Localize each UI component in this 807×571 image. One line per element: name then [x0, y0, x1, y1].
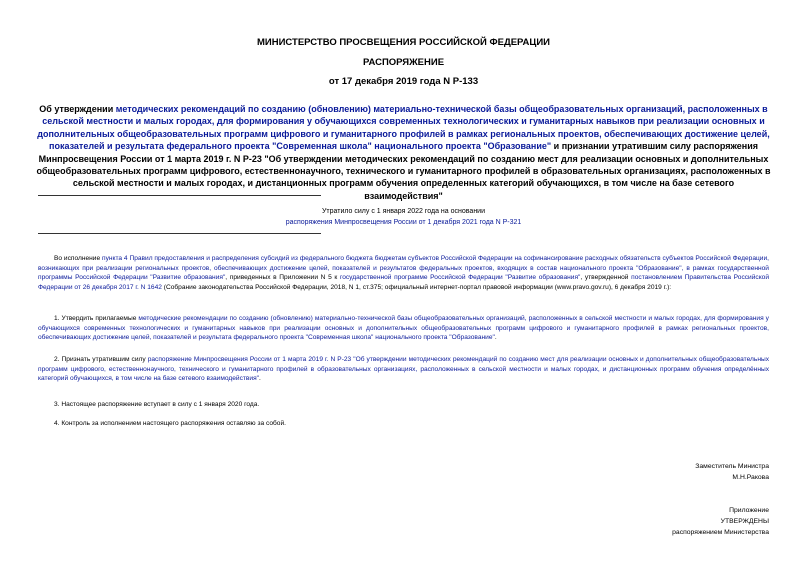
appendix-block [672, 505, 769, 538]
appendix-approved: УТВЕРЖДЕНЫ [720, 518, 769, 525]
preamble-text: (Собрание законодательства Российской Федерации, 2018, N 1, ст.375; официальный интернет-портал правовой информации (www.pravo.gov.ru), 6 декабря 2019 г.): [161, 283, 672, 291]
appendix-label: Приложение [729, 507, 769, 514]
item-1-paragraph [38, 314, 769, 343]
expired-note-link[interactable]: распоряжения Минпросвещения России от 1 декабря 2021 года N Р-321 [285, 219, 522, 226]
item-4-paragraph: 4. Контроль за исполнением настоящего распоряжения оставляю за собой. [54, 420, 286, 427]
item-2-paragraph [38, 355, 769, 384]
preamble-text: , приведенных в Приложении N 5 к [225, 274, 340, 282]
expired-note-line: Утратило силу с 1 января 2022 года на основании [321, 208, 486, 215]
document-title [36, 103, 771, 202]
item-1-text: . [494, 334, 497, 342]
government-decree-link[interactable]: постановлением Правительства Российской Федерации от 26 декабря 2017 г. N 1642 [38, 274, 770, 291]
document-type-heading: РАСПОРЯЖЕНИЕ [362, 57, 445, 68]
divider-top [38, 195, 321, 196]
state-program-link[interactable]: государственной программе Российской Федерации "Развитие образования" [339, 274, 581, 282]
signer-position: Заместитель Министра [695, 463, 769, 470]
item-2-text: . [259, 375, 261, 383]
item-3-paragraph: 3. Настоящее распоряжение вступает в силу с 1 января 2020 года. [54, 401, 260, 408]
title-suffix: и признании утратившим силу распоряжения Минпросвещения России от 1 марта 2019 г. N Р-23 "Об утверждении методических рекомендаций по созданию мест для реализации основных и дополнительных общеобразовательных программ цифрового, естественнонаучного, технического и гуманитарного профилей в образовательных организациях, расположенных в сельской местности и малых городах, и дистанционных программ обучения определенных категорий обучающихся, в том числе на базе сетевого взаимодействия" [36, 141, 771, 201]
title-prefix: Об утверждении [39, 104, 116, 114]
signature-block [695, 461, 769, 483]
title-link[interactable]: методических рекомендаций по созданию (обновлению) материально-технической базы общеобразовательных организаций, расположенных в сельской местности и малых городах, для формирования у обучающихся современных технологических и гуманитарных навыков при реализации основных и дополнительных общеобразовательных программ цифрового и гуманитарного профилей в рамках региональных проектов, обеспечивающих достижение целей, показателей и результата федерального проекта "Современная школа" национального проекта "Образование" [37, 104, 770, 152]
item-1-text: 1. Утвердить прилагаемые [54, 315, 139, 322]
expired-note [0, 206, 807, 228]
preamble-text: Во исполнение [54, 255, 102, 262]
appendix-source: распоряжением Министерства [672, 529, 769, 536]
document-date-number: от 17 декабря 2019 года N Р-133 [328, 76, 479, 87]
rules-link[interactable]: пункта 4 Правил предоставления и распределения субсидий из федерального бюджета бюджетам субъектов Российской Федерации на софинансирование расходных обязательств субъектов Российской Федерации, возникающих при реализации региональных проектов, обеспечивающих достижение целей, показателей и результатов федеральных проектов, входящих в состав национального проекта "Образование", в рамках государственной программы Российской Федерации "Развитие образования" [38, 255, 769, 282]
item-2-text: 2. Признать утратившим силу [54, 356, 148, 363]
repealed-order-link[interactable]: распоряжение Минпросвещения России от 1 марта 2019 г. N Р-23 "Об утверждении методических рекомендаций по созданию мест для реализации основных и дополнительных общеобразовательных программ цифрового, естественнонаучного, технического и гуманитарного профилей в образовательных организациях, расположенных в сельской местности и малых городах, и дистанционных программ обучения определённых категорий обучающихся, в том числе на базе сетевого взаимодействия" [38, 356, 769, 383]
preamble-text: , утвержденной [580, 274, 632, 282]
preamble-paragraph [38, 254, 769, 292]
divider-bottom [38, 233, 321, 234]
recommendations-link[interactable]: методические рекомендации по созданию (обновлению) материально-технической базы общеобразовательных организаций, расположенных в сельской местности и малых городах, для формирования у обучающихся современных технологических и гуманитарных навыков при реализации основных и дополнительных общеобразовательных программ цифрового и гуманитарного профилей в рамках региональных проектов, обеспечивающих достижение целей, показателей и результата федерального проекта "Современная школа" национального проекта "Образование" [38, 315, 769, 342]
ministry-heading: МИНИСТЕРСТВО ПРОСВЕЩЕНИЯ РОССИЙСКОЙ ФЕДЕРАЦИИ [256, 37, 551, 48]
signer-name: М.Н.Ракова [732, 474, 769, 481]
